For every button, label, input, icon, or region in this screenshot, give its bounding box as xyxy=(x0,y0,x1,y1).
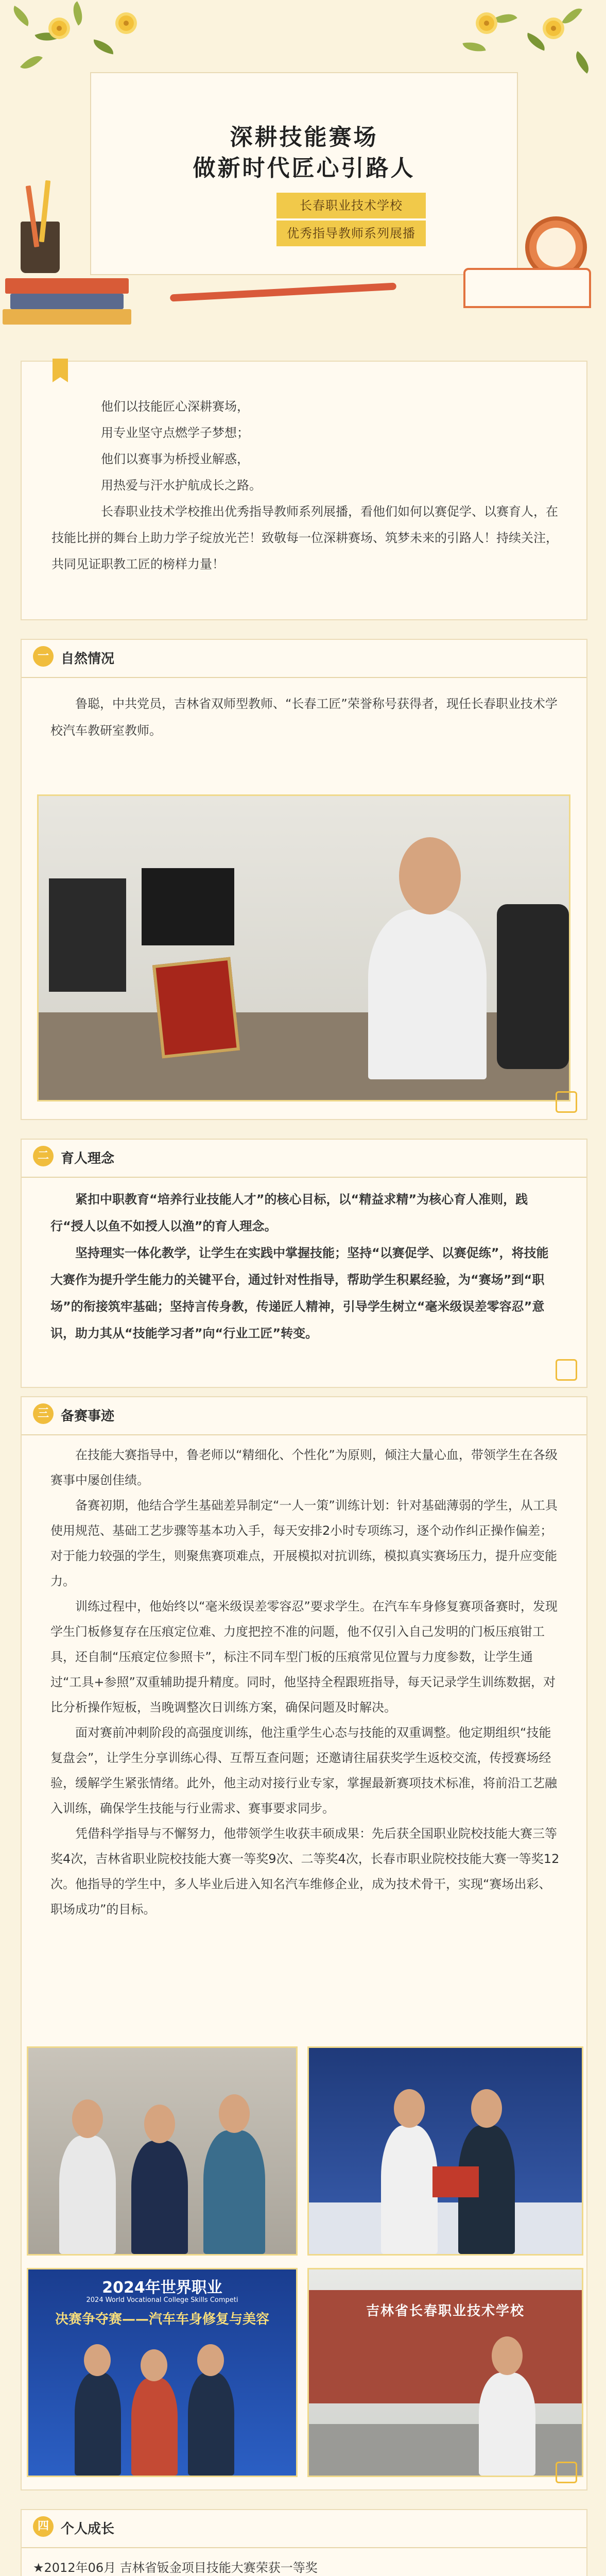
person-figure xyxy=(59,2136,116,2254)
banner-event-text: 决赛争夺赛——汽车车身修复与美容 xyxy=(55,2312,269,2327)
achievement-list xyxy=(33,2556,568,2576)
teacher-figure xyxy=(368,909,487,1079)
paragraph: 面对赛前冲刺阶段的高强度训练，他注重学生心态与技能的双重调整。他定期组织“技能复盘会”，让学生分享训练心得、互帮互查问题；还邀请往届获奖学生返校交流，传授赛场经验，缓解学生紧张情绪。此外，他主动对接行业专家，掌握最新赛项技术标准，将前沿工艺融入训练，确保学生技能与行业需求、赛事要求同步。 xyxy=(50,1725,557,1816)
certificate xyxy=(432,2166,479,2197)
subtitle-badge-line2: 优秀指导教师系列展播 xyxy=(276,221,426,246)
book-icon xyxy=(10,294,124,309)
section-title: 个人成长 xyxy=(61,2521,115,2537)
monitor xyxy=(142,868,234,945)
page-title-line2: 做新时代匠心引路人 xyxy=(193,155,415,181)
section-number: 一 xyxy=(33,646,54,667)
section-title: 自然情况 xyxy=(61,651,115,667)
section-competition-record xyxy=(21,1396,587,2490)
leaf-decoration xyxy=(462,40,486,55)
paragraph: 训练过程中，他始终以“毫米级误差零容忍”要求学生。在汽车车身修复赛项备赛时，发现学生门板修复存在压痕定位难、力度把控不准的问题，他不仅引入自己发明的门板压痕钳工具，还自制“压痕定位参照卡”，标注不同车型门板的压痕常见位置与力度参数，让学生通过“工具+参照”双重辅助提升精度。同时，他坚持全程跟班指导，每天记录学生训练数据，对比分析操作短板，当晚调整次日训练方案，确保问题及时解决。 xyxy=(50,1599,558,1715)
person-head xyxy=(144,2105,175,2143)
list-item: ★2012年06月 吉林省钣金项目技能大赛荣获一等奖 xyxy=(33,2561,318,2575)
intro-poem-line: 用专业坚守点燃学子梦想； xyxy=(101,426,249,440)
leaf-decoration xyxy=(493,8,517,29)
intro-poem-line: 他们以技能匠心深耕赛场， xyxy=(101,399,249,414)
section-title: 育人理念 xyxy=(61,1151,115,1166)
teacher-head xyxy=(399,837,461,914)
header-banner xyxy=(0,0,606,340)
person-head xyxy=(197,2344,224,2376)
person-head xyxy=(72,2099,103,2138)
person-head xyxy=(394,2089,425,2128)
chair xyxy=(497,904,569,1069)
section-number: 二 xyxy=(33,1146,54,1166)
corner-decoration xyxy=(556,1359,577,1381)
section-text xyxy=(50,1443,560,1922)
section-text xyxy=(50,690,560,744)
teacher-at-desk-photo xyxy=(37,794,570,1101)
desk xyxy=(39,1012,569,1100)
award-photo-1 xyxy=(27,2046,298,2256)
corner-decoration xyxy=(556,2462,577,2483)
paragraph: 鲁聪，中共党员，吉林省双师型教师、“长春工匠”荣誉称号获得者，现任长春职业技术学校汽车教研室教师。 xyxy=(50,697,558,738)
bookmark-icon xyxy=(53,359,68,377)
open-book-icon xyxy=(463,268,591,308)
certificate-frame xyxy=(152,957,240,1059)
paragraph: 备赛初期，他结合学生基础差异制定“一人一策”训练计划：针对基础薄弱的学生，从工具使用规范、基础工艺步骤等基本功入手，每天安排2小时专项练习，逐个动作纠正操作偏差；对于能力较强的学生，则聚焦赛项难点，开展模拟对抗训练，模拟真实赛场压力，提升应变能力。 xyxy=(50,1498,558,1588)
school-sign: 吉林省长春职业技术学校 xyxy=(366,2303,525,2319)
competition-banner-photo xyxy=(27,2268,298,2477)
leaf-decoration xyxy=(9,6,33,26)
person-head xyxy=(141,2349,167,2381)
paragraph: 在技能大赛指导中，鲁老师以“精细化、个性化”为原则，倾注大量心血，带领学生在各级赛事中屡创佳绩。 xyxy=(50,1448,558,1487)
person-figure xyxy=(381,2125,438,2254)
person-figure xyxy=(75,2372,121,2476)
person-head xyxy=(492,2336,523,2375)
subtitle-badge-line1: 长春职业技术学校 xyxy=(276,193,426,218)
flower-decoration xyxy=(118,15,134,31)
book-icon xyxy=(3,309,131,325)
flower-decoration xyxy=(546,21,561,36)
section-basic-info xyxy=(21,639,587,1120)
title-card xyxy=(90,72,518,275)
flower-decoration xyxy=(479,15,494,31)
divider xyxy=(22,2547,586,2548)
paragraph: 紧扣中职教育“培养行业技能人才”的核心目标，以“精益求精”为核心育人准则，践行“授人以鱼不如授人以渔”的育人理念。 xyxy=(50,1192,528,1233)
person-figure xyxy=(203,2130,265,2254)
intro-card xyxy=(21,361,587,620)
road xyxy=(309,2424,582,2476)
paragraph: 坚持理实一体化教学，让学生在实践中掌握技能；坚持“以赛促学、以赛促练”，将技能大赛作为提升学生能力的关键平台，通过针对性指导，帮助学生积累经验，为“赛场”到“职场”的衔接筑牢基础；坚持言传身教，传递匠人精神，引导学生树立“毫米级误差零容忍”意识，助力其从“技能学习者”向“行业工匠”转变。 xyxy=(50,1246,549,1341)
leaf-decoration xyxy=(20,50,43,74)
person-head xyxy=(471,2089,502,2128)
section-number: 三 xyxy=(33,1403,54,1424)
banner-english-text: 2024 World Vocational College Skills Competi xyxy=(86,2296,238,2304)
divider xyxy=(22,1177,586,1178)
intro-paragraph: 长春职业技术学校推出优秀指导教师系列展播，看他们如何以赛促学、以赛育人，在技能比拼的舞台上助力学子绽放光芒！致敬每一位深耕赛场、筑梦未来的引路人！持续关注，共同见证职教工匠的榜样力量！ xyxy=(51,504,558,571)
section-personal-growth xyxy=(21,2509,587,2576)
divider xyxy=(22,677,586,678)
leaf-decoration xyxy=(67,1,88,25)
flower-decoration xyxy=(51,21,67,36)
section-education-philosophy xyxy=(21,1139,587,1388)
pencil-icon xyxy=(170,282,396,301)
monitor xyxy=(49,878,126,992)
person-figure xyxy=(131,2378,178,2476)
divider xyxy=(22,1434,586,1435)
person-head xyxy=(84,2344,111,2376)
person-figure xyxy=(131,2141,188,2254)
section-title: 备赛事迹 xyxy=(61,1409,115,1424)
book-icon xyxy=(5,278,129,294)
school-building-photo xyxy=(307,2268,583,2477)
corner-decoration xyxy=(556,1091,577,1113)
leaf-decoration xyxy=(562,4,582,28)
paragraph: 凭借科学指导与不懈努力，他带领学生收获丰硕成果：先后获全国职业院校技能大赛三等奖4次，吉林省职业院校技能大赛一等奖9次、二等奖4次，长春市职业院校技能大赛一等奖12次。他指导的学生中，多人毕业后进入知名汽车维修企业，成为技术骨干，实现“赛场出彩、职场成功”的目标。 xyxy=(50,1826,560,1917)
section-text xyxy=(50,1186,560,1347)
stage-floor xyxy=(309,2202,582,2254)
banner-year-text: 2024年世界职业 xyxy=(102,2279,222,2297)
leaf-decoration xyxy=(570,51,594,74)
award-photo-2 xyxy=(307,2046,583,2256)
page-title-line1: 深耕技能赛场 xyxy=(230,124,378,150)
leaf-decoration xyxy=(524,32,548,50)
intro-poem-line: 他们以赛事为桥授业解惑， xyxy=(101,452,249,466)
person-figure xyxy=(479,2372,535,2476)
section-number: 四 xyxy=(33,2516,54,2537)
intro-poem-line: 用热爱与汗水护航成长之路。 xyxy=(101,478,262,493)
leaf-decoration xyxy=(92,40,115,55)
intro-text xyxy=(51,394,561,578)
person-head xyxy=(219,2094,250,2133)
person-figure xyxy=(188,2372,234,2476)
